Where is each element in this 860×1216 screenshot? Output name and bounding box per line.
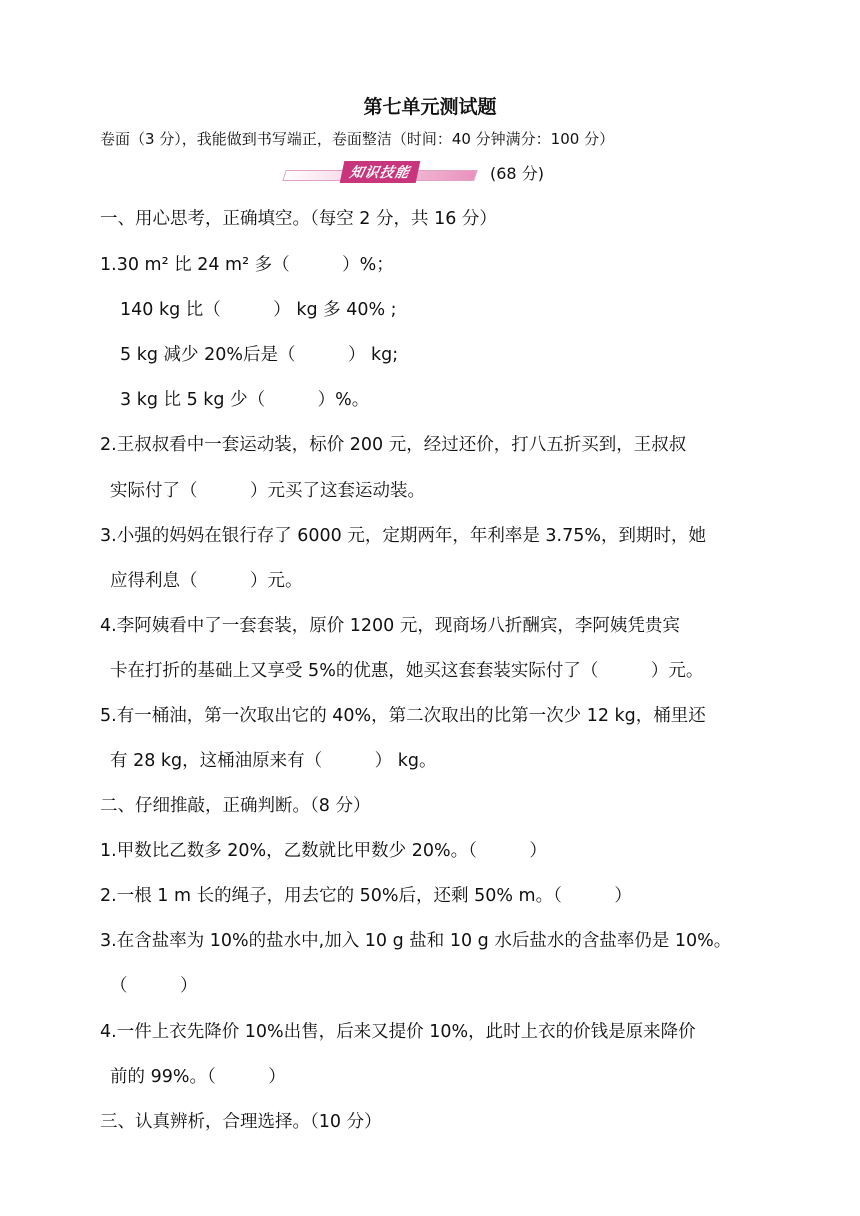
question-line: 140 kg 比（ ） kg 多 40% ; <box>120 300 397 320</box>
question-line: 应得利息（ ）元。 <box>110 571 303 591</box>
question-line: （ ） <box>110 976 198 996</box>
question-line: 卡在打折的基础上又享受 5%的优惠，她买这套套装实际付了（ ）元。 <box>110 661 704 681</box>
section-heading-judge: 二、仔细推敲，正确判断。（8 分） <box>100 796 371 816</box>
banner-score: (68 分) <box>490 164 544 183</box>
question-line: 5 kg 减少 20%后是（ ） kg; <box>120 345 399 365</box>
section-banner <box>284 160 476 182</box>
question-line: 2.王叔叔看中一套运动装，标价 200 元，经过还价，打八五折买到，王叔叔 <box>100 435 687 455</box>
question-line: 有 28 kg，这桶油原来有（ ） kg。 <box>110 751 437 771</box>
question-line: 3 kg 比 5 kg 少（ ）%。 <box>120 390 370 410</box>
section-heading-choice: 三、认真辨析，合理选择。（10 分） <box>100 1112 382 1132</box>
question-line: 2.一根 1 m 长的绳子，用去它的 50%后，还剩 50% m。（ ） <box>100 886 632 906</box>
question-line: 前的 99%。（ ） <box>110 1067 286 1087</box>
question-line: 1.甲数比乙数多 20%，乙数就比甲数少 20%。（ ） <box>100 841 547 861</box>
exam-instructions: 卷面（3 分），我能做到书写端正，卷面整洁（时间：40 分钟满分：100 分） <box>100 130 615 148</box>
question-line: 3.在含盐率为 10%的盐水中,加入 10 g 盐和 10 g 水后盐水的含盐率仍是 10%。 <box>100 931 732 951</box>
section-heading-fill: 一、用心思考，正确填空。（每空 2 分，共 16 分） <box>100 209 497 229</box>
page-title: 第七单元测试题 <box>363 96 497 118</box>
question-line: 4.李阿姨看中了一套套装，原价 1200 元，现商场八折酬宾，李阿姨凭贵宾 <box>100 616 680 636</box>
banner-label: 知识技能 <box>340 161 421 183</box>
question-line: 5.有一桶油，第一次取出它的 40%，第二次取出的比第一次少 12 kg，桶里还 <box>100 706 706 726</box>
question-line: 4.一件上衣先降价 10%出售，后来又提价 10%，此时上衣的价钱是原来降价 <box>100 1022 696 1042</box>
question-line: 实际付了（ ）元买了这套运动装。 <box>110 481 425 501</box>
question-line: 3.小强的妈妈在银行存了 6000 元，定期两年，年利率是 3.75%，到期时，她 <box>100 526 707 546</box>
question-line: 1.30 m² 比 24 m² 多（ ）%； <box>100 255 394 275</box>
